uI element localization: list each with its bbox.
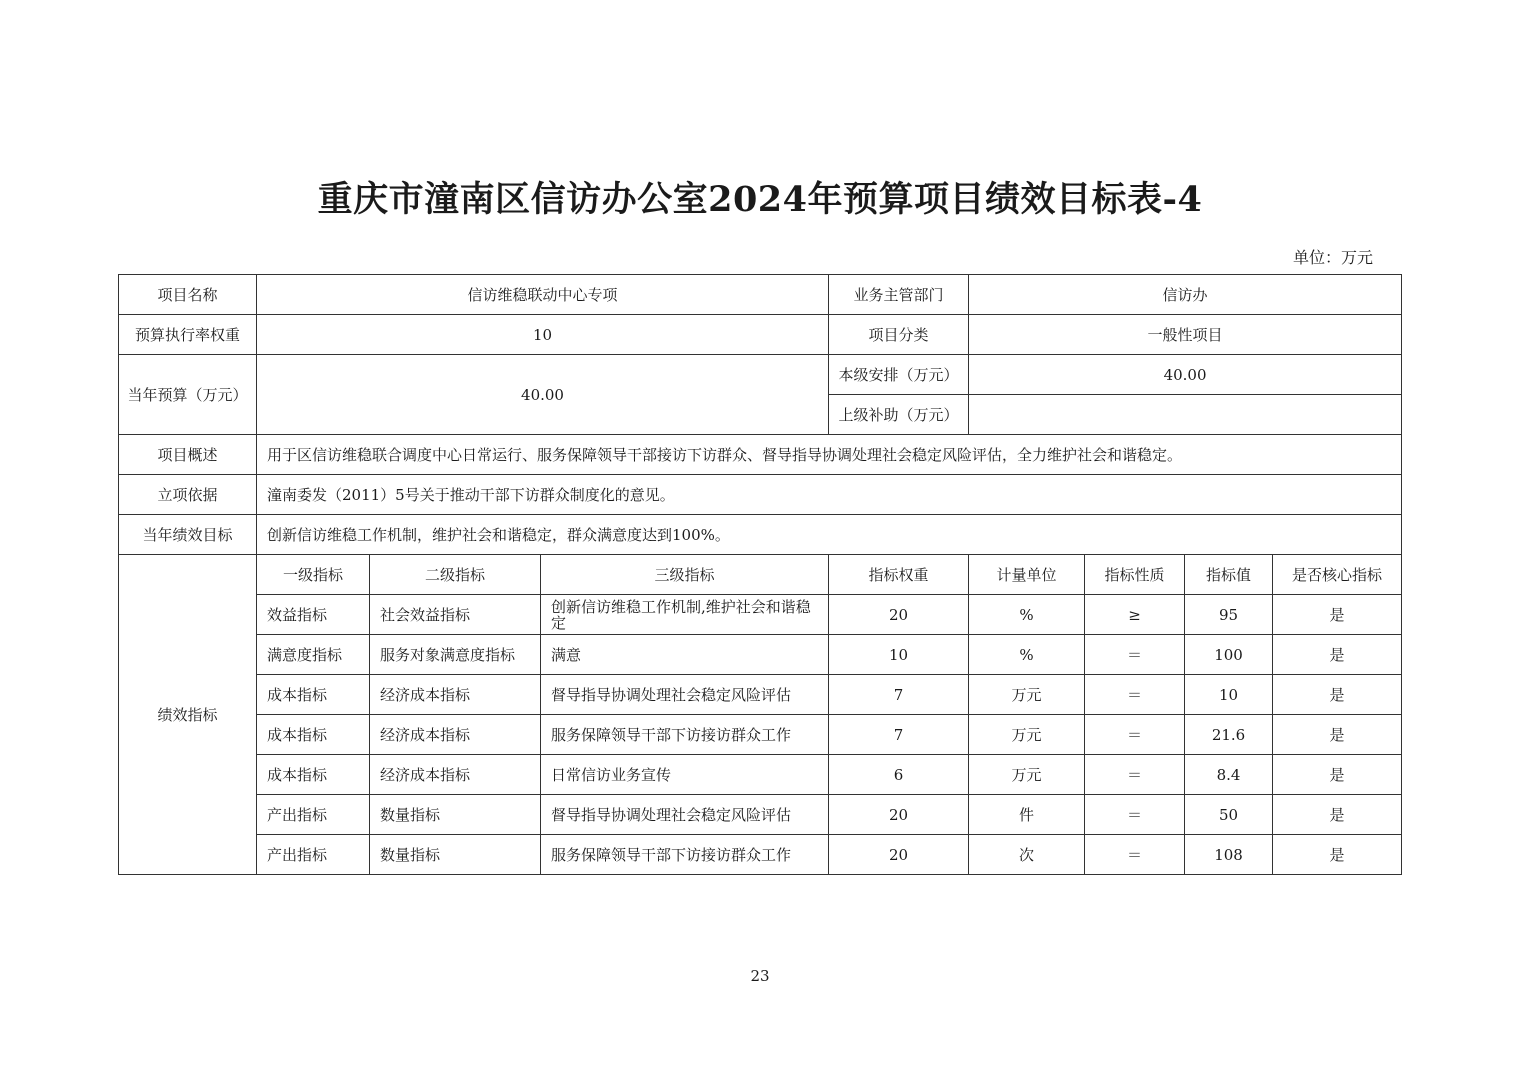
- indicator-row: [119, 715, 1402, 755]
- level1-cell: 产出指标: [257, 835, 370, 875]
- level2-cell: 数量指标: [370, 795, 541, 835]
- upper-value: [969, 395, 1402, 435]
- header-level3: 三级指标: [541, 555, 829, 595]
- nature-cell: ≥: [1085, 595, 1185, 635]
- row-basis: [119, 475, 1402, 515]
- header-core: 是否核心指标: [1273, 555, 1402, 595]
- value-cell: 21.6: [1185, 715, 1273, 755]
- row-weight: [119, 315, 1402, 355]
- level1-cell: 成本指标: [257, 715, 370, 755]
- project-name-value: 信访维稳联动中心专项: [257, 275, 829, 315]
- nature-cell: ＝: [1085, 795, 1185, 835]
- core-cell: 是: [1273, 675, 1402, 715]
- goal-value: 创新信访维稳工作机制，维护社会和谐稳定，群众满意度达到100%。: [257, 515, 1402, 555]
- budget-label: 当年预算（万元）: [119, 355, 257, 435]
- weight-cell: 7: [829, 675, 969, 715]
- indicator-row: [119, 675, 1402, 715]
- category-label: 项目分类: [829, 315, 969, 355]
- value-cell: 8.4: [1185, 755, 1273, 795]
- unit-label: 单位：万元: [1292, 248, 1373, 267]
- overview-label: 项目概述: [119, 435, 257, 475]
- weight-cell: 6: [829, 755, 969, 795]
- weight-cell: 20: [829, 835, 969, 875]
- indicator-row: [119, 835, 1402, 875]
- weight-value: 10: [257, 315, 829, 355]
- basis-label: 立项依据: [119, 475, 257, 515]
- level2-cell: 服务对象满意度指标: [370, 635, 541, 675]
- core-cell: 是: [1273, 595, 1402, 635]
- project-name-label: 项目名称: [119, 275, 257, 315]
- unit-cell: 万元: [969, 675, 1085, 715]
- value-cell: 10: [1185, 675, 1273, 715]
- core-cell: 是: [1273, 835, 1402, 875]
- local-label: 本级安排（万元）: [829, 355, 969, 395]
- header-weight: 指标权重: [829, 555, 969, 595]
- indicator-row: [119, 755, 1402, 795]
- indicator-row: [119, 635, 1402, 675]
- weight-cell: 20: [829, 795, 969, 835]
- weight-cell: 7: [829, 715, 969, 755]
- document-title: 重庆市潼南区信访办公室2024年预算项目绩效目标表-4: [317, 179, 1203, 220]
- unit-cell: 次: [969, 835, 1085, 875]
- weight-cell: 10: [829, 635, 969, 675]
- indicator-header-row: [119, 555, 1402, 595]
- core-cell: 是: [1273, 635, 1402, 675]
- nature-cell: ＝: [1085, 755, 1185, 795]
- category-value: 一般性项目: [969, 315, 1402, 355]
- level1-cell: 成本指标: [257, 675, 370, 715]
- value-cell: 100: [1185, 635, 1273, 675]
- dept-value: 信访办: [969, 275, 1402, 315]
- weight-label: 预算执行率权重: [119, 315, 257, 355]
- level3-cell: 创新信访维稳工作机制,维护社会和谐稳定: [541, 595, 829, 635]
- value-cell: 95: [1185, 595, 1273, 635]
- basis-value: 潼南委发（2011）5号关于推动干部下访群众制度化的意见。: [257, 475, 1402, 515]
- header-level2: 二级指标: [370, 555, 541, 595]
- level1-cell: 成本指标: [257, 755, 370, 795]
- overview-value: 用于区信访维稳联合调度中心日常运行、服务保障领导干部接访下访群众、督导指导协调处理社会稳定风险评估，全力维护社会和谐稳定。: [257, 435, 1402, 475]
- performance-table: [118, 274, 1402, 875]
- row-project-name: [119, 275, 1402, 315]
- row-budget-local: [119, 355, 1402, 395]
- core-cell: 是: [1273, 715, 1402, 755]
- level3-cell: 督导指导协调处理社会稳定风险评估: [541, 795, 829, 835]
- level3-cell: 满意: [541, 635, 829, 675]
- level3-cell: 日常信访业务宣传: [541, 755, 829, 795]
- goal-label: 当年绩效目标: [119, 515, 257, 555]
- indicator-row: [119, 795, 1402, 835]
- indicators-section-label: 绩效指标: [119, 555, 257, 875]
- level1-cell: 产出指标: [257, 795, 370, 835]
- level2-cell: 社会效益指标: [370, 595, 541, 635]
- local-value: 40.00: [969, 355, 1402, 395]
- budget-value: 40.00: [257, 355, 829, 435]
- core-cell: 是: [1273, 755, 1402, 795]
- indicator-row: [119, 595, 1402, 635]
- dept-label: 业务主管部门: [829, 275, 969, 315]
- header-level1: 一级指标: [257, 555, 370, 595]
- nature-cell: ＝: [1085, 675, 1185, 715]
- unit-cell: 件: [969, 795, 1085, 835]
- unit-cell: 万元: [969, 755, 1085, 795]
- weight-cell: 20: [829, 595, 969, 635]
- level3-cell: 督导指导协调处理社会稳定风险评估: [541, 675, 829, 715]
- row-goal: [119, 515, 1402, 555]
- level2-cell: 经济成本指标: [370, 715, 541, 755]
- row-overview: [119, 435, 1402, 475]
- level2-cell: 数量指标: [370, 835, 541, 875]
- unit-cell: %: [969, 635, 1085, 675]
- unit-cell: %: [969, 595, 1085, 635]
- level3-cell: 服务保障领导干部下访接访群众工作: [541, 835, 829, 875]
- level2-cell: 经济成本指标: [370, 755, 541, 795]
- nature-cell: ＝: [1085, 715, 1185, 755]
- level1-cell: 效益指标: [257, 595, 370, 635]
- level1-cell: 满意度指标: [257, 635, 370, 675]
- value-cell: 50: [1185, 795, 1273, 835]
- upper-label: 上级补助（万元）: [829, 395, 969, 435]
- value-cell: 108: [1185, 835, 1273, 875]
- core-cell: 是: [1273, 795, 1402, 835]
- nature-cell: ＝: [1085, 635, 1185, 675]
- header-nature: 指标性质: [1085, 555, 1185, 595]
- level3-cell: 服务保障领导干部下访接访群众工作: [541, 715, 829, 755]
- nature-cell: ＝: [1085, 835, 1185, 875]
- unit-cell: 万元: [969, 715, 1085, 755]
- header-unit: 计量单位: [969, 555, 1085, 595]
- header-value: 指标值: [1185, 555, 1273, 595]
- page-number: 23: [750, 967, 770, 985]
- level2-cell: 经济成本指标: [370, 675, 541, 715]
